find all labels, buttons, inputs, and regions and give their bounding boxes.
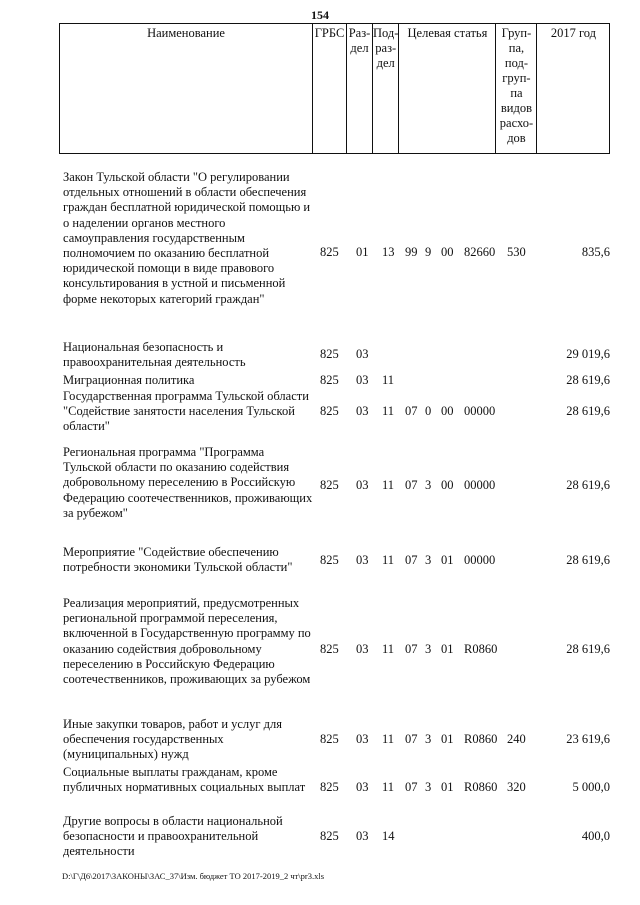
- row-group: 320: [507, 780, 526, 794]
- row-podrazdel: 11: [382, 553, 395, 567]
- header-group: Груп- па, под- груп- па видов расхо- дов: [496, 24, 537, 154]
- row-target-2: 0: [425, 404, 432, 418]
- row-target-4: 00000: [464, 553, 496, 567]
- row-sum: 29 019,6: [566, 347, 610, 361]
- row-podrazdel: 11: [382, 780, 395, 794]
- row-name: Иные закупки товаров, работ и услуг для обеспечения государственных (муниципальных) нужд: [63, 717, 283, 762]
- row-razdel: 03: [356, 553, 369, 567]
- row-name: Региональная программа "Программа Тульской области по оказанию содействия добровольному переселению в Российскую Федерацию соотечественников, проживающих за рубежом": [63, 445, 313, 520]
- row-razdel: 03: [356, 732, 369, 746]
- row-grbs: 825: [320, 373, 339, 387]
- row-sum: 23 619,6: [566, 732, 610, 746]
- row-target-2: 3: [425, 642, 432, 656]
- row-grbs: 825: [320, 780, 339, 794]
- row-target-4: R0860: [464, 732, 498, 746]
- row-sum: 28 619,6: [566, 373, 610, 387]
- row-target-2: 3: [425, 780, 432, 794]
- row-group: 530: [507, 245, 526, 259]
- row-razdel: 03: [356, 780, 369, 794]
- row-grbs: 825: [320, 732, 339, 746]
- row-podrazdel: 11: [382, 732, 395, 746]
- row-podrazdel: 11: [382, 373, 395, 387]
- row-sum: 28 619,6: [566, 478, 610, 492]
- file-path-footer: D:\Г\Д6\2017\ЗАКОНЫ\ЗАС_37\Изм. бюджет ТО 2017-2019_2 чт\pr3.xls: [62, 871, 325, 881]
- row-grbs: 825: [320, 404, 339, 418]
- header-year: 2017 год: [537, 24, 610, 154]
- row-grbs: 825: [320, 553, 339, 567]
- row-podrazdel: 13: [382, 245, 395, 259]
- row-target-1: 07: [405, 478, 418, 492]
- row-target-4: 82660: [464, 245, 496, 259]
- row-grbs: 825: [320, 642, 339, 656]
- row-sum: 400,0: [581, 829, 610, 843]
- row-target-3: 01: [441, 553, 454, 567]
- row-target-3: 00: [441, 404, 454, 418]
- row-razdel: 01: [356, 245, 369, 259]
- row-razdel: 03: [356, 404, 369, 418]
- row-name: Другие вопросы в области национальной безопасности и правоохранительной деятельности: [63, 814, 283, 859]
- row-target-1: 07: [405, 404, 418, 418]
- row-target-3: 01: [441, 642, 454, 656]
- row-target-1: 99: [405, 245, 418, 259]
- row-sum: 835,6: [581, 245, 610, 259]
- row-target-4: R0860: [464, 642, 498, 656]
- row-target-3: 00: [441, 245, 454, 259]
- row-name: Социальные выплаты гражданам, кроме публичных нормативных социальных выплат: [63, 765, 306, 795]
- row-target-3: 00: [441, 478, 454, 492]
- table-header: [59, 23, 610, 154]
- row-sum: 28 619,6: [566, 642, 610, 656]
- row-razdel: 03: [356, 478, 369, 492]
- row-target-4: R0860: [464, 780, 498, 794]
- row-grbs: 825: [320, 245, 339, 259]
- row-target-1: 07: [405, 642, 418, 656]
- row-podrazdel: 11: [382, 642, 395, 656]
- row-name: Закон Тульской области "О регулировании отдельных отношений в области обеспечения граждан бесплатной юридической помощью и о наделении органов местного самоуправления государственным полномочием по оказанию бесплатной юридической помощи в виде правового консультирования в устной и письменной форме некоторых категорий граждан": [63, 170, 311, 306]
- row-podrazdel: 11: [382, 478, 395, 492]
- row-grbs: 825: [320, 829, 339, 843]
- row-razdel: 03: [356, 347, 369, 361]
- row-name: Государственная программа Тульской области "Содействие занятости населения Тульской области": [63, 389, 309, 434]
- row-target-2: 3: [425, 553, 432, 567]
- row-target-2: 3: [425, 478, 432, 492]
- row-target-3: 01: [441, 780, 454, 794]
- header-razdel: Раз- дел: [347, 24, 373, 154]
- header-grbs: ГРБС: [313, 24, 347, 154]
- row-sum: 5 000,0: [572, 780, 610, 794]
- row-target-1: 07: [405, 553, 418, 567]
- row-target-2: 3: [425, 732, 432, 746]
- row-group: 240: [507, 732, 526, 746]
- row-name: Мероприятие "Содействие обеспечению потребности экономики Тульской области": [63, 545, 293, 575]
- header-podrazdel: Под- раз- дел: [373, 24, 399, 154]
- row-podrazdel: 11: [382, 404, 395, 418]
- row-grbs: 825: [320, 347, 339, 361]
- row-sum: 28 619,6: [566, 553, 610, 567]
- row-target-4: 00000: [464, 404, 496, 418]
- row-podrazdel: 14: [382, 829, 395, 843]
- row-razdel: 03: [356, 829, 369, 843]
- row-name: Миграционная политика: [63, 373, 195, 387]
- row-target-1: 07: [405, 780, 418, 794]
- row-target-3: 01: [441, 732, 454, 746]
- row-name: Реализация мероприятий, предусмотренных региональной программой переселения, включенной в Государственную программу по оказанию содействия добровольному переселению в Российскую Федерацию соотечественников, проживающих за рубежом: [63, 596, 311, 687]
- header-target: Целевая статья: [399, 24, 496, 154]
- row-razdel: 03: [356, 642, 369, 656]
- row-target-1: 07: [405, 732, 418, 746]
- row-name: Национальная безопасность и правоохранительная деятельность: [63, 340, 246, 370]
- row-razdel: 03: [356, 373, 369, 387]
- row-sum: 28 619,6: [566, 404, 610, 418]
- page-number: 154: [311, 8, 329, 22]
- row-target-4: 00000: [464, 478, 496, 492]
- row-target-2: 9: [425, 245, 432, 259]
- header-name: Наименование: [60, 24, 313, 154]
- row-grbs: 825: [320, 478, 339, 492]
